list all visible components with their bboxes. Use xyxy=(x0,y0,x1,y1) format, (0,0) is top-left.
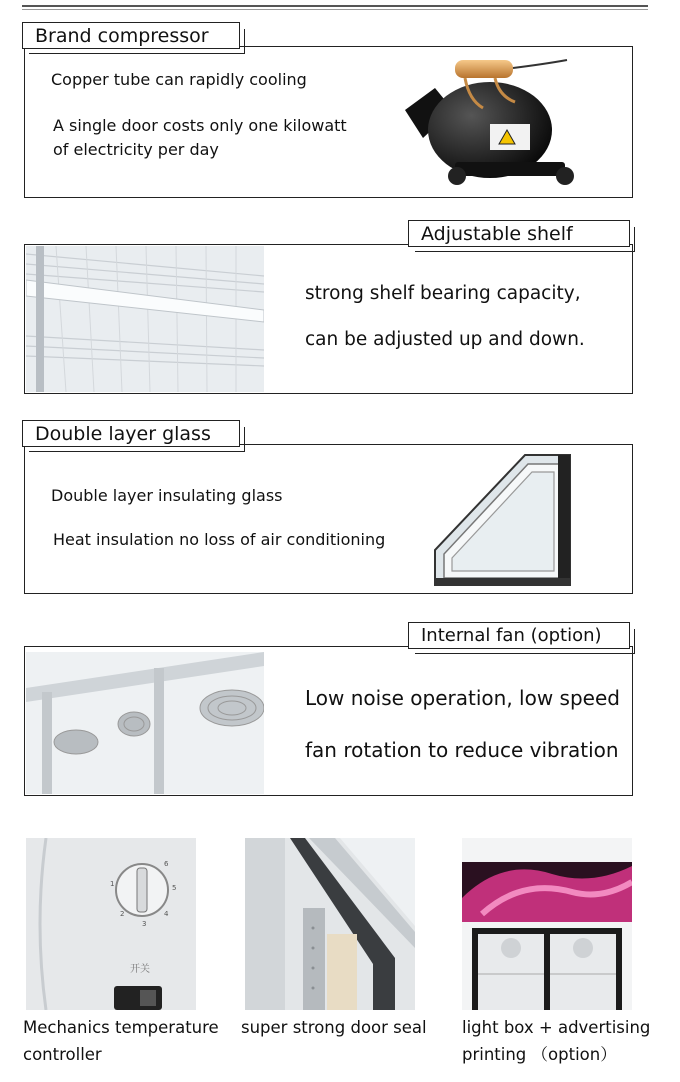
glass-text-1: Double layer insulating glass xyxy=(51,486,283,505)
svg-text:5: 5 xyxy=(172,884,177,892)
fan-text-1: Low noise operation, low speed xyxy=(305,686,620,710)
glass-text-2: Heat insulation no loss of air conditioning xyxy=(53,530,386,549)
svg-text:6: 6 xyxy=(164,860,169,868)
svg-text:1: 1 xyxy=(110,880,115,888)
compressor-title: Brand compressor xyxy=(22,22,240,49)
compressor-image xyxy=(395,50,585,190)
fan-text-2: fan rotation to reduce vibration xyxy=(305,738,619,762)
glass-image xyxy=(430,450,580,590)
shelf-title: Adjustable shelf xyxy=(408,220,630,247)
shelf-text-1: strong shelf bearing capacity, xyxy=(305,283,581,304)
svg-text:3: 3 xyxy=(142,920,147,928)
top-rule xyxy=(22,5,648,7)
shelf-text-2: can be adjusted up and down. xyxy=(305,329,585,350)
compressor-text-3: of electricity per day xyxy=(53,140,219,159)
feature-caption-3-line1: light box + advertising xyxy=(462,1018,651,1037)
glass-title: Double layer glass xyxy=(22,420,240,447)
feature-caption-3-line2: printing （option） xyxy=(462,1045,617,1064)
feature-caption-1 xyxy=(23,1014,223,1068)
compressor-text-1: Copper tube can rapidly cooling xyxy=(51,70,307,89)
top-rule-thin xyxy=(22,9,648,10)
fan-title: Internal fan (option) xyxy=(408,622,630,649)
compressor-text-2: A single door costs only one kilowatt xyxy=(53,116,347,135)
svg-text:2: 2 xyxy=(120,910,125,918)
temperature-controller-image xyxy=(26,838,196,1010)
shelf-image xyxy=(26,246,264,392)
light-box-image xyxy=(462,838,632,1010)
feature-caption-2-line1: super strong door seal xyxy=(241,1018,427,1037)
feature-caption-2 xyxy=(241,1014,441,1041)
feature-caption-1-line1: Mechanics temperature xyxy=(23,1018,219,1037)
svg-text:4: 4 xyxy=(164,910,169,918)
feature-caption-3 xyxy=(462,1014,672,1068)
fan-image xyxy=(26,652,264,794)
door-seal-image xyxy=(245,838,415,1010)
switch-label: 开关 xyxy=(130,964,150,975)
feature-caption-1-line2: controller xyxy=(23,1045,102,1064)
